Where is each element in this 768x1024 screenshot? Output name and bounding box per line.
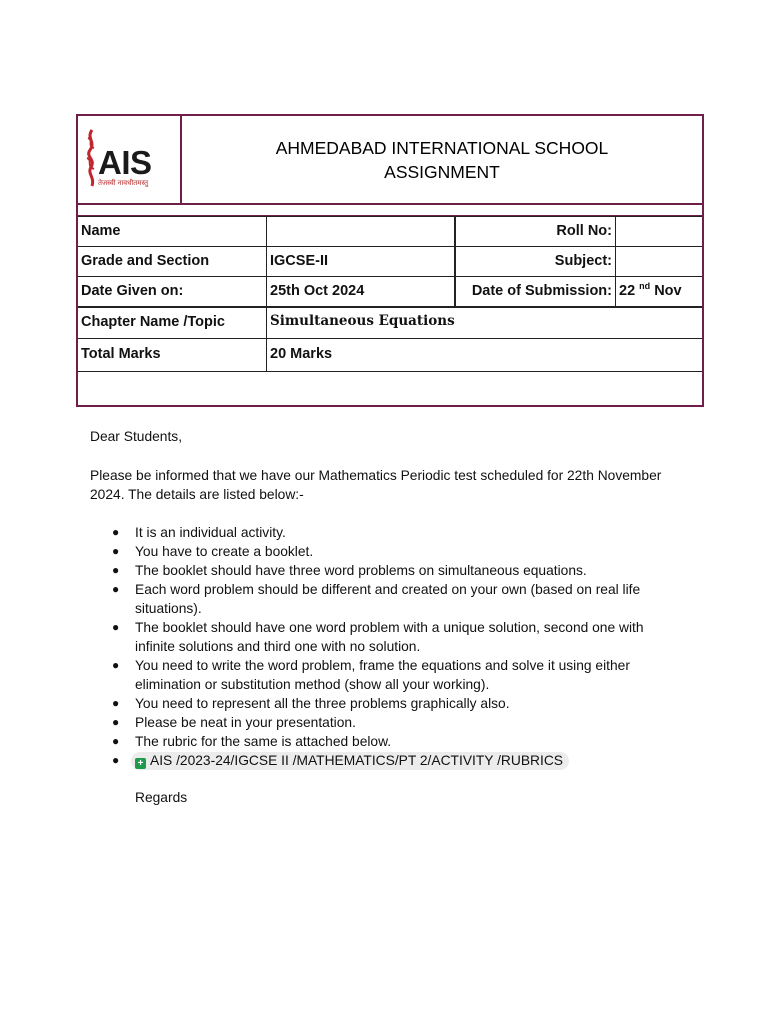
school-logo (78, 116, 182, 203)
subject-label: Subject: (554, 253, 612, 269)
instructions-list (90, 523, 650, 770)
list-item: ● The booklet should have three word problems on simultaneous equations. (112, 563, 587, 578)
date-given-value: 25th Oct 2024 (266, 277, 456, 307)
list-item: ● It is an individual activity. (112, 525, 286, 540)
grade-value: IGCSE-II (266, 247, 456, 277)
rubrics-attachment-link[interactable] (131, 752, 569, 770)
roll-label: Roll No: (556, 223, 612, 239)
greeting: Dear Students, (90, 429, 183, 444)
list-item: ● You need to represent all the three problems graphically also. (112, 696, 510, 711)
list-item: ● The rubric for the same is attached below. (112, 734, 392, 749)
subject-field[interactable] (615, 247, 702, 277)
table-row (78, 216, 702, 247)
list-item: ● You have to create a booklet. (112, 544, 314, 559)
header-box (76, 114, 704, 205)
name-label: Name (81, 223, 121, 239)
letter-body (90, 427, 690, 805)
intro-paragraph: Please be informed that we have our Mathematics Periodic test scheduled for 22th November 2024. The details are listed below:- (90, 468, 662, 502)
table-row-empty (78, 371, 702, 406)
date-submission-label: Date of Submission: (471, 283, 612, 299)
table-row (78, 276, 702, 307)
date-submission-suffix: nd (639, 281, 651, 292)
document-type: ASSIGNMENT (384, 162, 500, 182)
student-info-table (76, 204, 704, 407)
list-item: ● The booklet should have one word problem with a unique solution, second one with infinite solutions and third one with no solution. (112, 620, 644, 654)
spreadsheet-icon: + (135, 758, 146, 769)
roll-field[interactable] (615, 217, 702, 247)
list-item: ● Please be neat in your presentation. (112, 715, 356, 730)
closing: Regards (135, 790, 188, 805)
grade-label: Grade and Section (81, 253, 210, 269)
chapter-value: Simultaneous Equations (266, 308, 702, 340)
date-given-label: Date Given on: (81, 283, 184, 299)
date-submission-day: 22 (619, 283, 636, 299)
table-row (78, 338, 702, 372)
school-name: AHMEDABAD INTERNATIONAL SCHOOL (275, 138, 609, 158)
page-title (182, 136, 702, 184)
date-submission-month: Nov (654, 283, 682, 299)
logo-text: AIS (98, 144, 152, 181)
name-field[interactable] (266, 217, 456, 247)
list-item: ● You need to write the word problem, frame the equations and solve it using either elimination or substitution method (show all your working). (112, 658, 630, 692)
table-row (78, 306, 702, 340)
list-item: ● + AIS /2023-24/IGCSE II /MATHEMATICS/PT 2/ACTIVITY /RUBRICS (90, 751, 650, 770)
chapter-label: Chapter Name /Topic (81, 314, 225, 330)
attachment-label: AIS /2023-24/IGCSE II /MATHEMATICS/PT 2/ACTIVITY /RUBRICS (150, 753, 563, 768)
table-row (78, 246, 702, 277)
list-item: ● Each word problem should be different and created on your own (based on real life situations). (112, 582, 641, 616)
marks-label: Total Marks (81, 346, 161, 362)
logo-tagline: तेजस्वी नावधीतमस्तु (98, 180, 149, 187)
marks-value: 20 Marks (266, 339, 702, 372)
date-submission-value (615, 277, 702, 307)
